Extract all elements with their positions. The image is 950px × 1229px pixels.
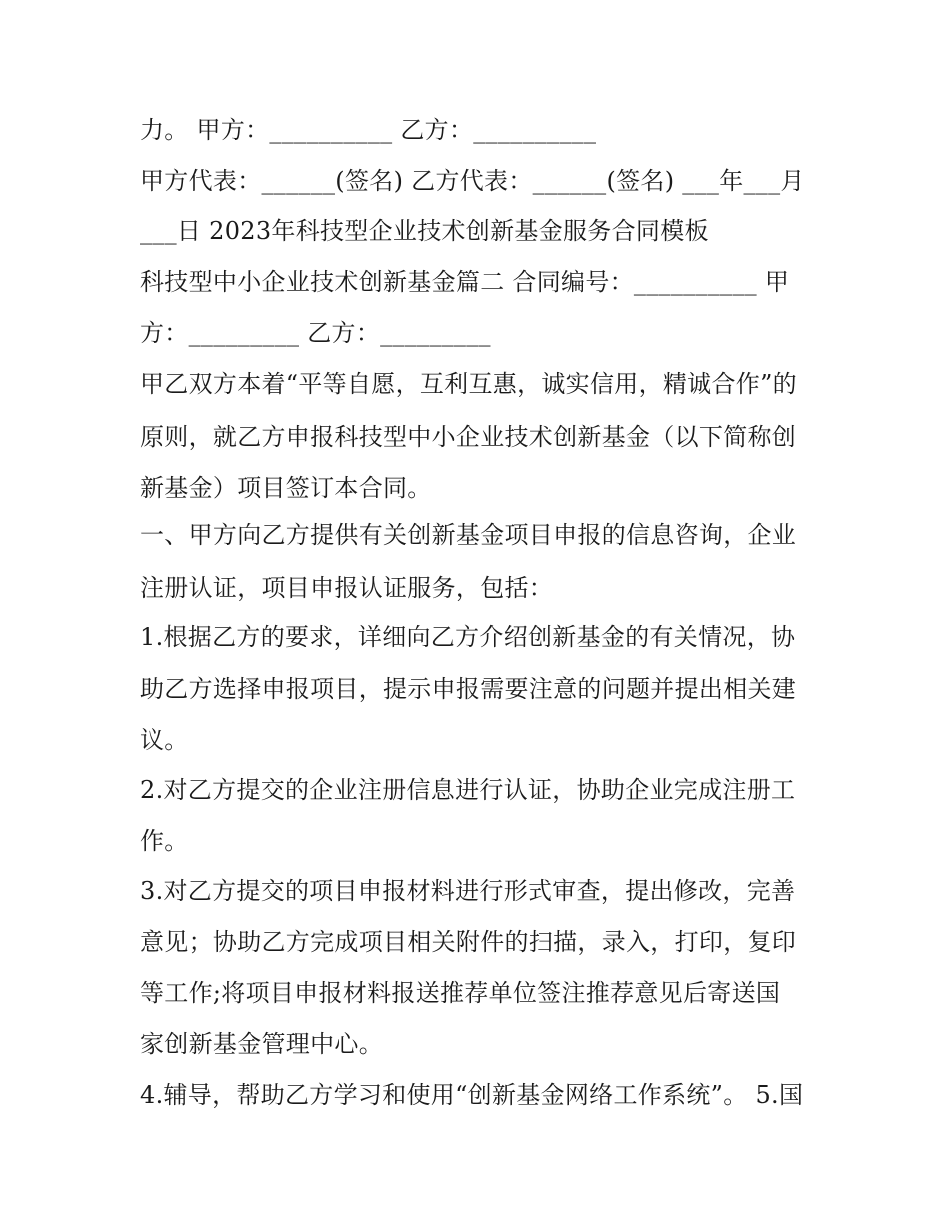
text-line: 议。 bbox=[140, 726, 189, 754]
text-line: 力。 甲方：__________ 乙方：__________ bbox=[140, 116, 597, 144]
text-line: 一、甲方向乙方提供有关创新基金项目申报的信息咨询，企业 bbox=[140, 521, 797, 549]
text-line: 甲乙双方本着“平等自愿，互利互惠，诚实信用，精诚合作”的 bbox=[140, 370, 797, 398]
text-line: 甲方代表：______(签名) 乙方代表：______(签名) ___年___月 bbox=[140, 167, 805, 195]
text-line: 1.根据乙方的要求，详细向乙方介绍创新基金的有关情况，协 bbox=[140, 623, 796, 651]
text-line: 家创新基金管理中心。 bbox=[140, 1030, 383, 1058]
text-line: 4.辅导，帮助乙方学习和使用“创新基金网络工作系统”。 5.国 bbox=[140, 1081, 804, 1109]
text-line: 注册认证，项目申报认证服务，包括： bbox=[140, 574, 554, 602]
text-line: 原则，就乙方申报科技型中小企业技术创新基金（以下简称创 bbox=[140, 423, 797, 451]
text-line: 助乙方选择申报项目，提示申报需要注意的问题并提出相关建 bbox=[140, 675, 797, 703]
text-line: 等工作;将项目申报材料报送推荐单位签注推荐意见后寄送国 bbox=[140, 979, 781, 1007]
text-line: 科技型中小企业技术创新基金篇二 合同编号：__________ 甲 bbox=[140, 268, 790, 296]
text-line: 意见；协助乙方完成项目相关附件的扫描，录入，打印，复印 bbox=[140, 928, 797, 956]
text-line: 3.对乙方提交的项目申报材料进行形式审查，提出修改，完善 bbox=[140, 877, 796, 905]
text-line: 新基金）项目签订本合同。 bbox=[140, 474, 432, 502]
text-line: 2.对乙方提交的企业注册信息进行认证，协助企业完成注册工 bbox=[140, 776, 796, 804]
text-line: 方：_________ 乙方：_________ bbox=[140, 319, 491, 347]
text-line: ___日 2023年科技型企业技术创新基金服务合同模板 bbox=[140, 217, 709, 245]
text-line: 作。 bbox=[140, 827, 189, 855]
